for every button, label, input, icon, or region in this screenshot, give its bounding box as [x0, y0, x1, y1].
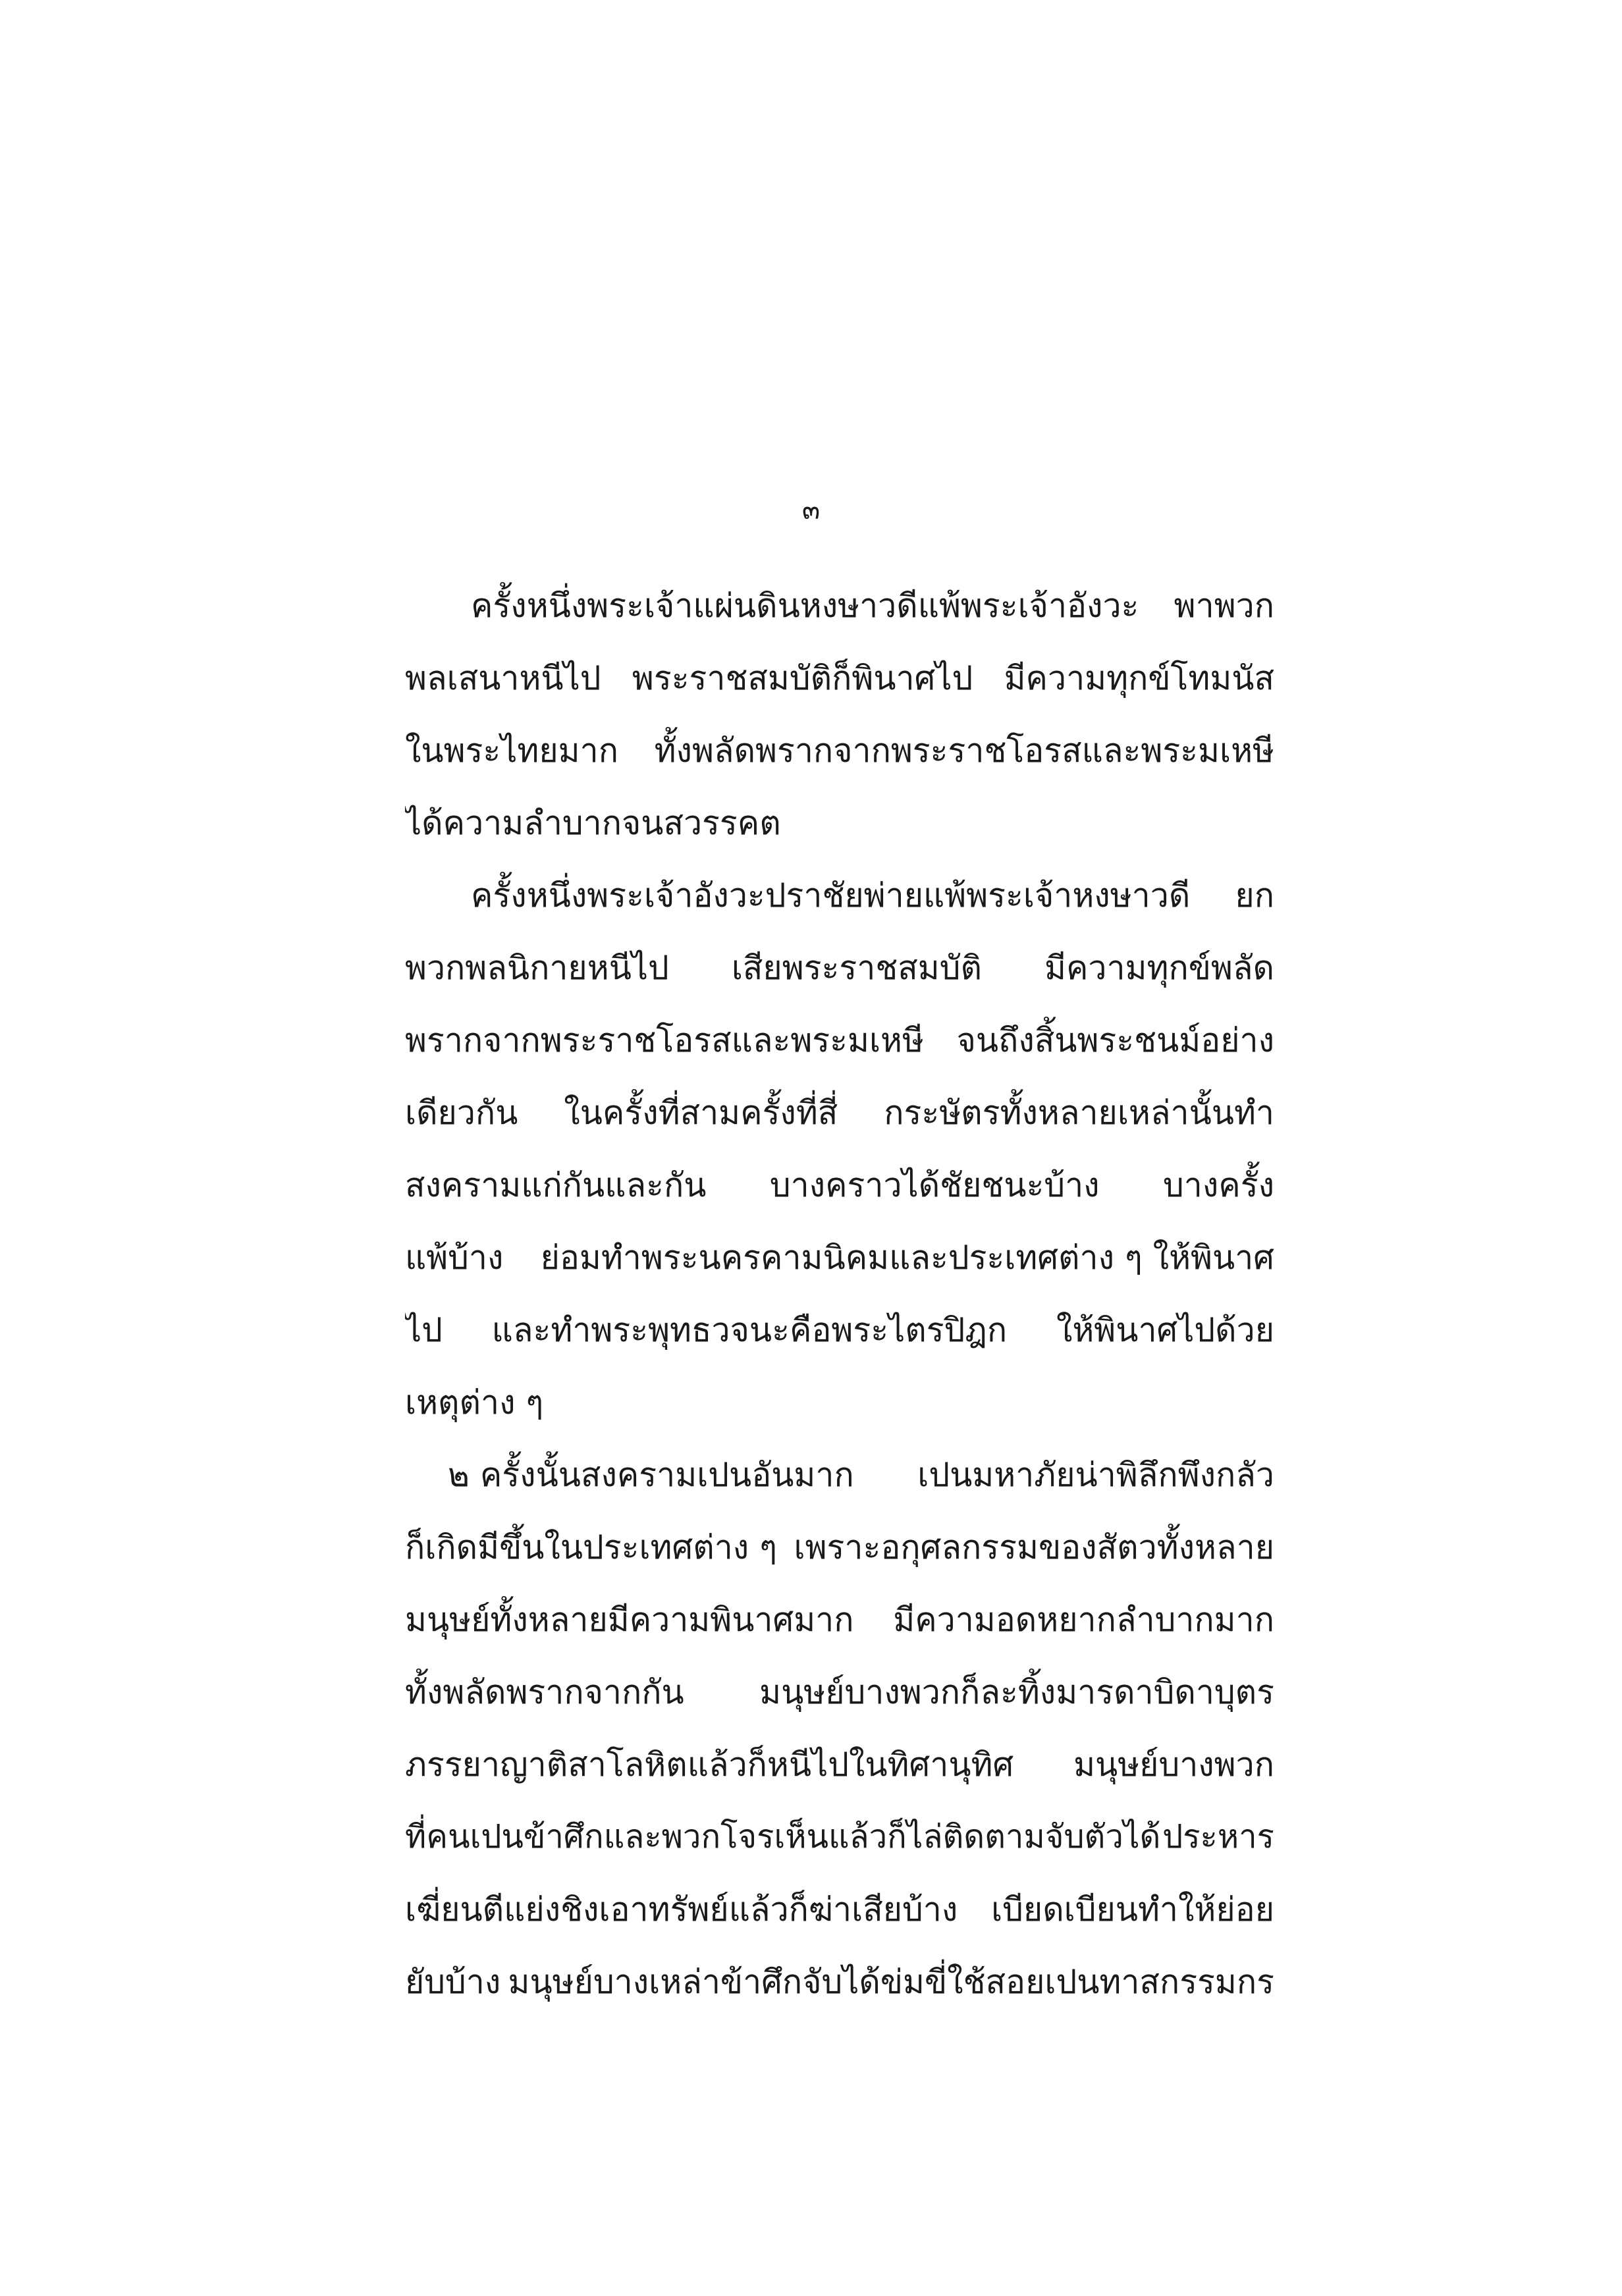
text-line-17	[405, 1730, 1274, 1799]
text-segment: ย่อมทำพระนครคามนิคมและประเทศต่าง ๆ ให้พินาศ	[540, 1239, 1274, 1277]
text-line-9	[405, 1151, 1274, 1219]
text-segment: มีความทุกข์พลัด	[1044, 949, 1274, 987]
text-segment: ในครั้งที่สามครั้งที่สี่	[564, 1094, 838, 1132]
text-segment: ยก	[1235, 876, 1274, 915]
text-segment: มีความอดหยากลำบากมาก	[893, 1601, 1274, 1639]
text-line-19	[405, 1875, 1274, 1944]
text-segment: พรากจากพระราชโอรสและพระมเหษี	[405, 1021, 924, 1059]
text-line-8	[405, 1079, 1274, 1147]
text-segment: สงครามแก่กันและกัน	[405, 1166, 707, 1204]
text-segment: ทั้งพลัดพรากจากกัน	[405, 1673, 684, 1711]
text-line-20	[405, 1948, 1274, 2016]
text-segment: ทั้งพลัดพรากจากพระราชโอรสและพระมเหษี	[654, 732, 1274, 770]
text-line-13	[448, 1441, 1274, 1509]
page-number: ๓	[801, 495, 821, 525]
text-segment: เหตุต่าง ๆ	[405, 1383, 544, 1422]
text-line-15	[405, 1586, 1274, 1654]
text-line-1	[471, 572, 1274, 640]
text-segment: จนถึงสิ้นพระชนม์อย่าง	[956, 1021, 1274, 1059]
text-segment: ภรรยาญาติสาโลหิตแล้วก็หนีไปในทิศานุทิศ	[405, 1746, 1014, 1784]
text-segment: พระราชสมบัติก็พินาศไป	[632, 659, 973, 697]
text-line-3	[405, 716, 1274, 785]
text-segment: เสียพระราชสมบัติ	[731, 949, 982, 987]
text-segment: ยับบ้าง	[405, 1963, 501, 2001]
text-line-14	[405, 1513, 1274, 1582]
text-segment: ก็เกิดมีขึ้นในประเทศต่าง ๆ	[405, 1528, 777, 1566]
text-segment: ครั้งหนึ่งพระเจ้าอังวะปราชัยพ่ายแพ้พระเจ้าหงษาวดี	[471, 876, 1191, 915]
text-segment: ในพระไทยมาก	[405, 732, 618, 770]
text-line-12	[405, 1368, 1274, 1437]
text-segment: มนุษย์บางพวก	[1073, 1746, 1274, 1784]
text-segment: ประหาร	[1162, 1818, 1274, 1855]
text-segment: มนุษย์ทั้งหลายมีความพินาศมาก	[405, 1601, 854, 1639]
text-segment: บางครั้ง	[1163, 1166, 1274, 1204]
text-segment: เบียดเบียนทำให้ย่อย	[991, 1890, 1274, 1929]
text-segment: พลเสนาหนีไป	[405, 659, 601, 697]
text-line-4	[405, 789, 1274, 857]
text-segment: เปนมหาภัยน่าพิลึกพึงกลัว	[917, 1456, 1274, 1494]
text-segment: เดียวกัน	[405, 1094, 518, 1132]
text-segment: มนุษย์บางเหล่าข้าศึกจับได้ข่มขี่ใช้สอยเปนทาสกรรมกร	[508, 1963, 1274, 2001]
text-segment: พาพวก	[1174, 587, 1274, 625]
text-segment: เพราะอกุศลกรรมของสัตวทั้งหลาย	[794, 1528, 1274, 1566]
text-segment: ๒ ครั้งนั้นสงครามเปนอันมาก	[448, 1456, 854, 1494]
text-segment: แพ้บ้าง	[405, 1239, 504, 1277]
text-line-2	[405, 644, 1274, 712]
text-segment: มีความทุกข์โทมนัส	[1004, 659, 1274, 697]
text-line-16	[405, 1658, 1274, 1726]
text-line-7	[405, 1006, 1274, 1075]
text-segment: ครั้งหนึ่งพระเจ้าแผ่นดินหงษาวดีแพ้พระเจ้าอังวะ	[471, 587, 1139, 625]
text-segment: ให้พินาศไปด้วย	[1056, 1311, 1274, 1349]
text-segment: และทำพระพุทธวจนะคือพระไตรปิฎก	[491, 1311, 1008, 1349]
text-line-6	[405, 934, 1274, 1002]
text-segment: ไป	[405, 1311, 443, 1349]
text-segment: ได้ความลำบากจนสวรรคต	[405, 804, 781, 842]
text-segment: พวกพลนิกายหนีไป	[405, 949, 669, 987]
text-segment: เฆี่ยนตีแย่งชิงเอาทรัพย์แล้วก็ฆ่าเสียบ้าง	[405, 1890, 958, 1929]
text-segment: กระษัตรทั้งหลายเหล่านั้นทำ	[884, 1094, 1274, 1132]
text-segment: ที่คนเปนข้าศึกและพวกโจรเห็นแล้วก็ไล่ติดตามจับตัวได้	[405, 1818, 1161, 1855]
text-line-5	[471, 861, 1274, 930]
text-line-18	[405, 1803, 1274, 1871]
text-segment: มนุษย์บางพวกก็ละทิ้งมารดาบิดาบุตร	[759, 1673, 1274, 1711]
text-segment: บางคราวได้ชัยชนะบ้าง	[769, 1166, 1100, 1204]
text-line-11	[405, 1296, 1274, 1364]
text-line-10	[405, 1223, 1274, 1292]
